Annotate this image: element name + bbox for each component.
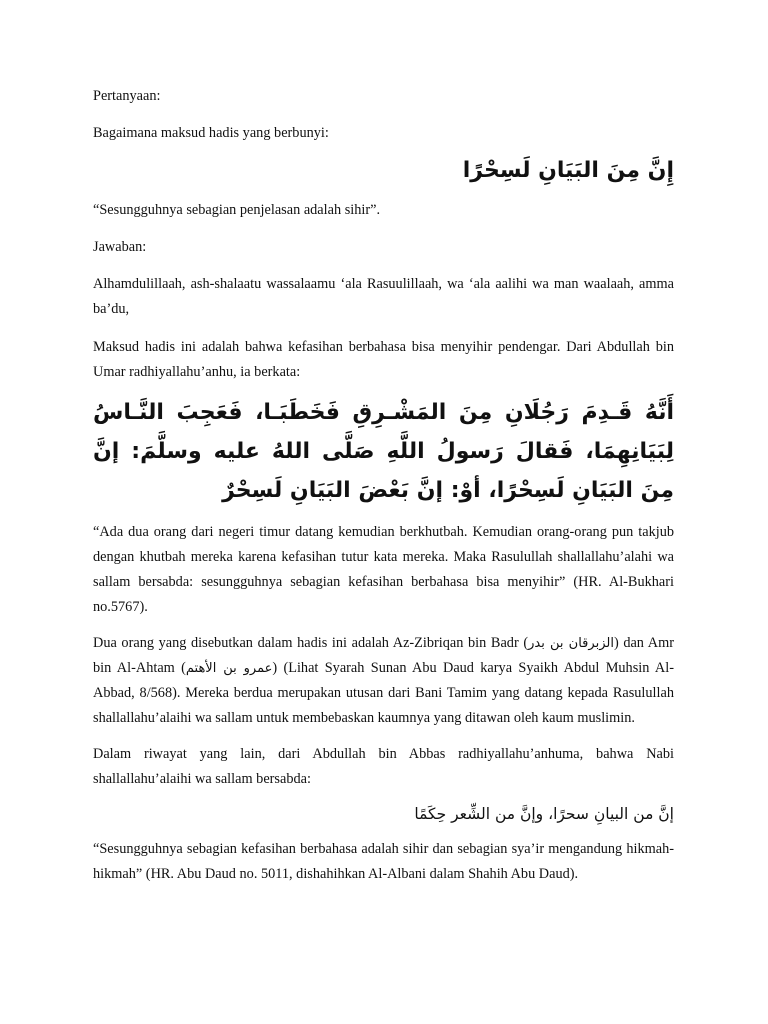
arabic-name-zibriqan: الزبرقان بن بدر — [528, 636, 614, 651]
arabic-name-amr: عمرو بن الأهتم — [185, 661, 273, 676]
answer-label: Jawaban: — [93, 239, 147, 255]
narrators-text-1: Dua orang yang disebutkan dalam hadis ini adalah Az-Zibriqan bin Badr ( — [93, 635, 529, 651]
hadith-title-arabic: إِنَّ مِنَ البَيَانِ لَسِحْرًا — [462, 158, 674, 183]
hadith-second-arabic: إنَّ من البيانِ سحرًا، وإنَّ من الشِّعر حِكَمًا — [414, 805, 674, 823]
narrators-text-3: ) (Lihat Syarah Sunan Abu Daud karya Syaikh Abdul Muhsin Al-Abbad, 8/568). Mereka berdua merupakan utusan dari Bani Tamim yang datang kepada Rasulullah shallallahu’alaihi wa sallam untuk membebaskan kaumnya yang ditawan oleh kaum muslimin. — [93, 660, 674, 726]
narrators-text-2: ) dan Amr bin Al-Ahtam ( — [93, 635, 674, 676]
question-label: Pertanyaan: — [93, 88, 161, 104]
hadith-translation-paragraph: “Ada dua orang dari negeri timur datang kemudian berkhutbah. Kemudian orang-orang pun takjub dengan khutbah mereka karena kefasihan tutur kata mereka. Maka Rasulullah shallallahu’alahi wa sallam bersabda: sesungguhnya sebagian kefasihan berbahasa bisa menyihir” (HR. Al-Bukhari no.5767). — [93, 524, 674, 615]
hadith-long-arabic: أَنَّهُ قَـدِمَ رَجُلَانِ مِنَ المَشْـرِقِ فَخَطَبَـا، فَعَجِبَ النَّـاسُ لِبَيَانِهِمَا، فَقالَ رَسولُ اللَّهِ صَلَّى اللهُ عليه وسلَّمَ: إنَّ مِنَ البَيَانِ لَسِحْرًا، أوْ: إنَّ بَعْضَ البَيَانِ لَسِحْرٌ — [93, 400, 674, 503]
explanation-paragraph: Maksud hadis ini adalah bahwa kefasihan berbahasa bisa menyihir pendengar. Dari Abdullah bin Umar radhiyallahu’anhu, ia berkata: — [93, 339, 674, 380]
opening-paragraph: Alhamdulillaah, ash-shalaatu wassalaamu ‘ala Rasuulillaah, wa ‘ala aalihi wa man waalaah, amma ba’du, — [93, 276, 674, 317]
narrators-paragraph — [93, 631, 674, 731]
second-narration-intro: Dalam riwayat yang lain, dari Abdullah bin Abbas radhiyallahu’anhuma, bahwa Nabi shallallahu’alaihi wa sallam bersabda: — [93, 746, 674, 787]
hadith-title-translation: “Sesungguhnya sebagian penjelasan adalah sihir”. — [93, 202, 381, 218]
question-text: Bagaimana maksud hadis yang berbunyi: — [93, 125, 329, 141]
second-translation-paragraph: “Sesungguhnya sebagian kefasihan berbahasa adalah sihir dan sebagian sya’ir mengandung hikmah-hikmah” (HR. Abu Daud no. 5011, dishahihkan Al-Albani dalam Shahih Abu Daud). — [93, 841, 674, 882]
